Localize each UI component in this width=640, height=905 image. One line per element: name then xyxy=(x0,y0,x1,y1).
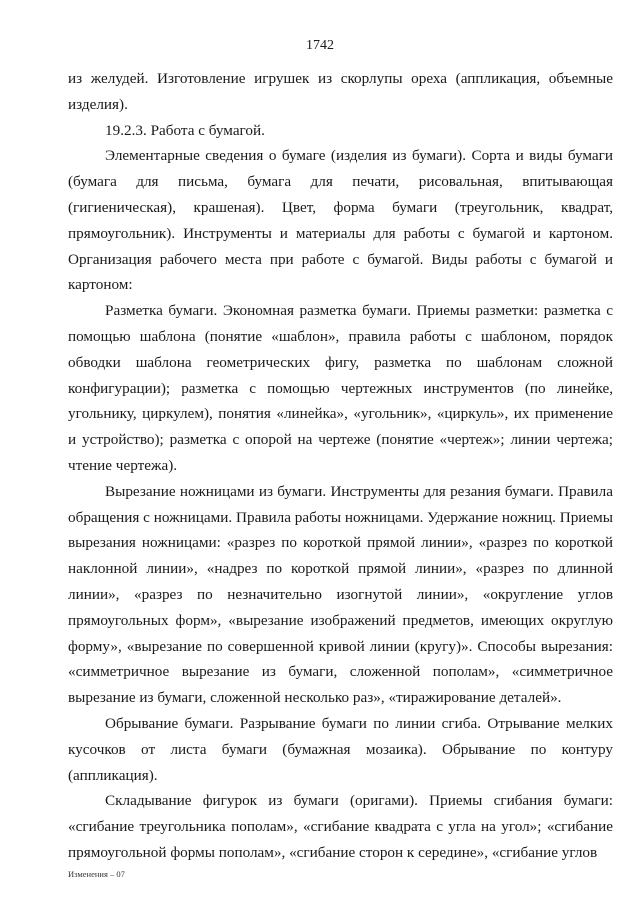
paragraph-tearing: Обрывание бумаги. Разрывание бумаги по линии сгиба. Отрывание мелких кусочков от листа бумаги (бумажная мозаика). Обрывание по контуру (аппликация). xyxy=(68,714,613,784)
paragraph-marking: Разметка бумаги. Экономная разметка бумаги. Приемы разметки: разметка с помощью шаблона (понятие «шаблон», правила работы с шаблоном, порядок обводки шаблона геометрических фигу, разметка по шаблонам сложной конфигурации); разметка с помощью чертежных инструментов (по линейке, угольнику, циркулем), понятия «линейка», «угольник», «циркуль», их применение и устройство); разметка с опорой на чертеже (понятие «чертеж»; линии чертежа; чтение чертежа). xyxy=(68,302,613,474)
paragraph-cutting: Вырезание ножницами из бумаги. Инструменты для резания бумаги. Правила обращения с ножницами. Правила работы ножницами. Удержание ножниц. Приемы вырезания ножницами: «разрез по короткой прямой линии», «разрез по короткой наклонной линии», «надрез по короткой прямой линии», «разрез по длинной линии», «разрез по незначительно изогнутой линии», «округление углов прямоугольных форм», «вырезание изображений предметов, имеющих округлую форму», «вырезание по совершенной кривой линии (кругу)». Способы вырезания: «симметричное вырезание из бумаги, сложенной пополам», «симметричное вырезание из бумаги, сложенной несколько раз», «тиражирование деталей». xyxy=(68,482,613,707)
paragraph-paper-basics: Элементарные сведения о бумаге (изделия из бумаги). Сорта и виды бумаги (бумага для письма, бумага для печати, рисовальная, впитывающая (гигиеническая), крашеная). Цвет, форма бумаги (треугольник, квадрат, прямоугольник). Инструменты и материалы для работы с бумагой и картоном. Организация рабочего места при работе с бумагой. Виды работы с бумагой и картоном: xyxy=(68,147,613,294)
paragraph-folding: Складывание фигурок из бумаги (оригами). Приемы сгибания бумаги: «сгибание треугольника пополам», «сгибание квадрата с угла на угол»; «сгибание прямоугольной формы пополам», «сгибание сторон к середине», «сгибание углов xyxy=(68,792,613,861)
body-text xyxy=(68,66,613,866)
paragraph-continuation: из желудей. Изготовление игрушек из скорлупы ореха (аппликация, объемные изделия). xyxy=(68,70,613,113)
section-heading: 19.2.3. Работа с бумагой. xyxy=(105,121,265,139)
page-number: 1742 xyxy=(306,38,334,53)
footer-revision: Изменения – 07 xyxy=(68,869,125,879)
